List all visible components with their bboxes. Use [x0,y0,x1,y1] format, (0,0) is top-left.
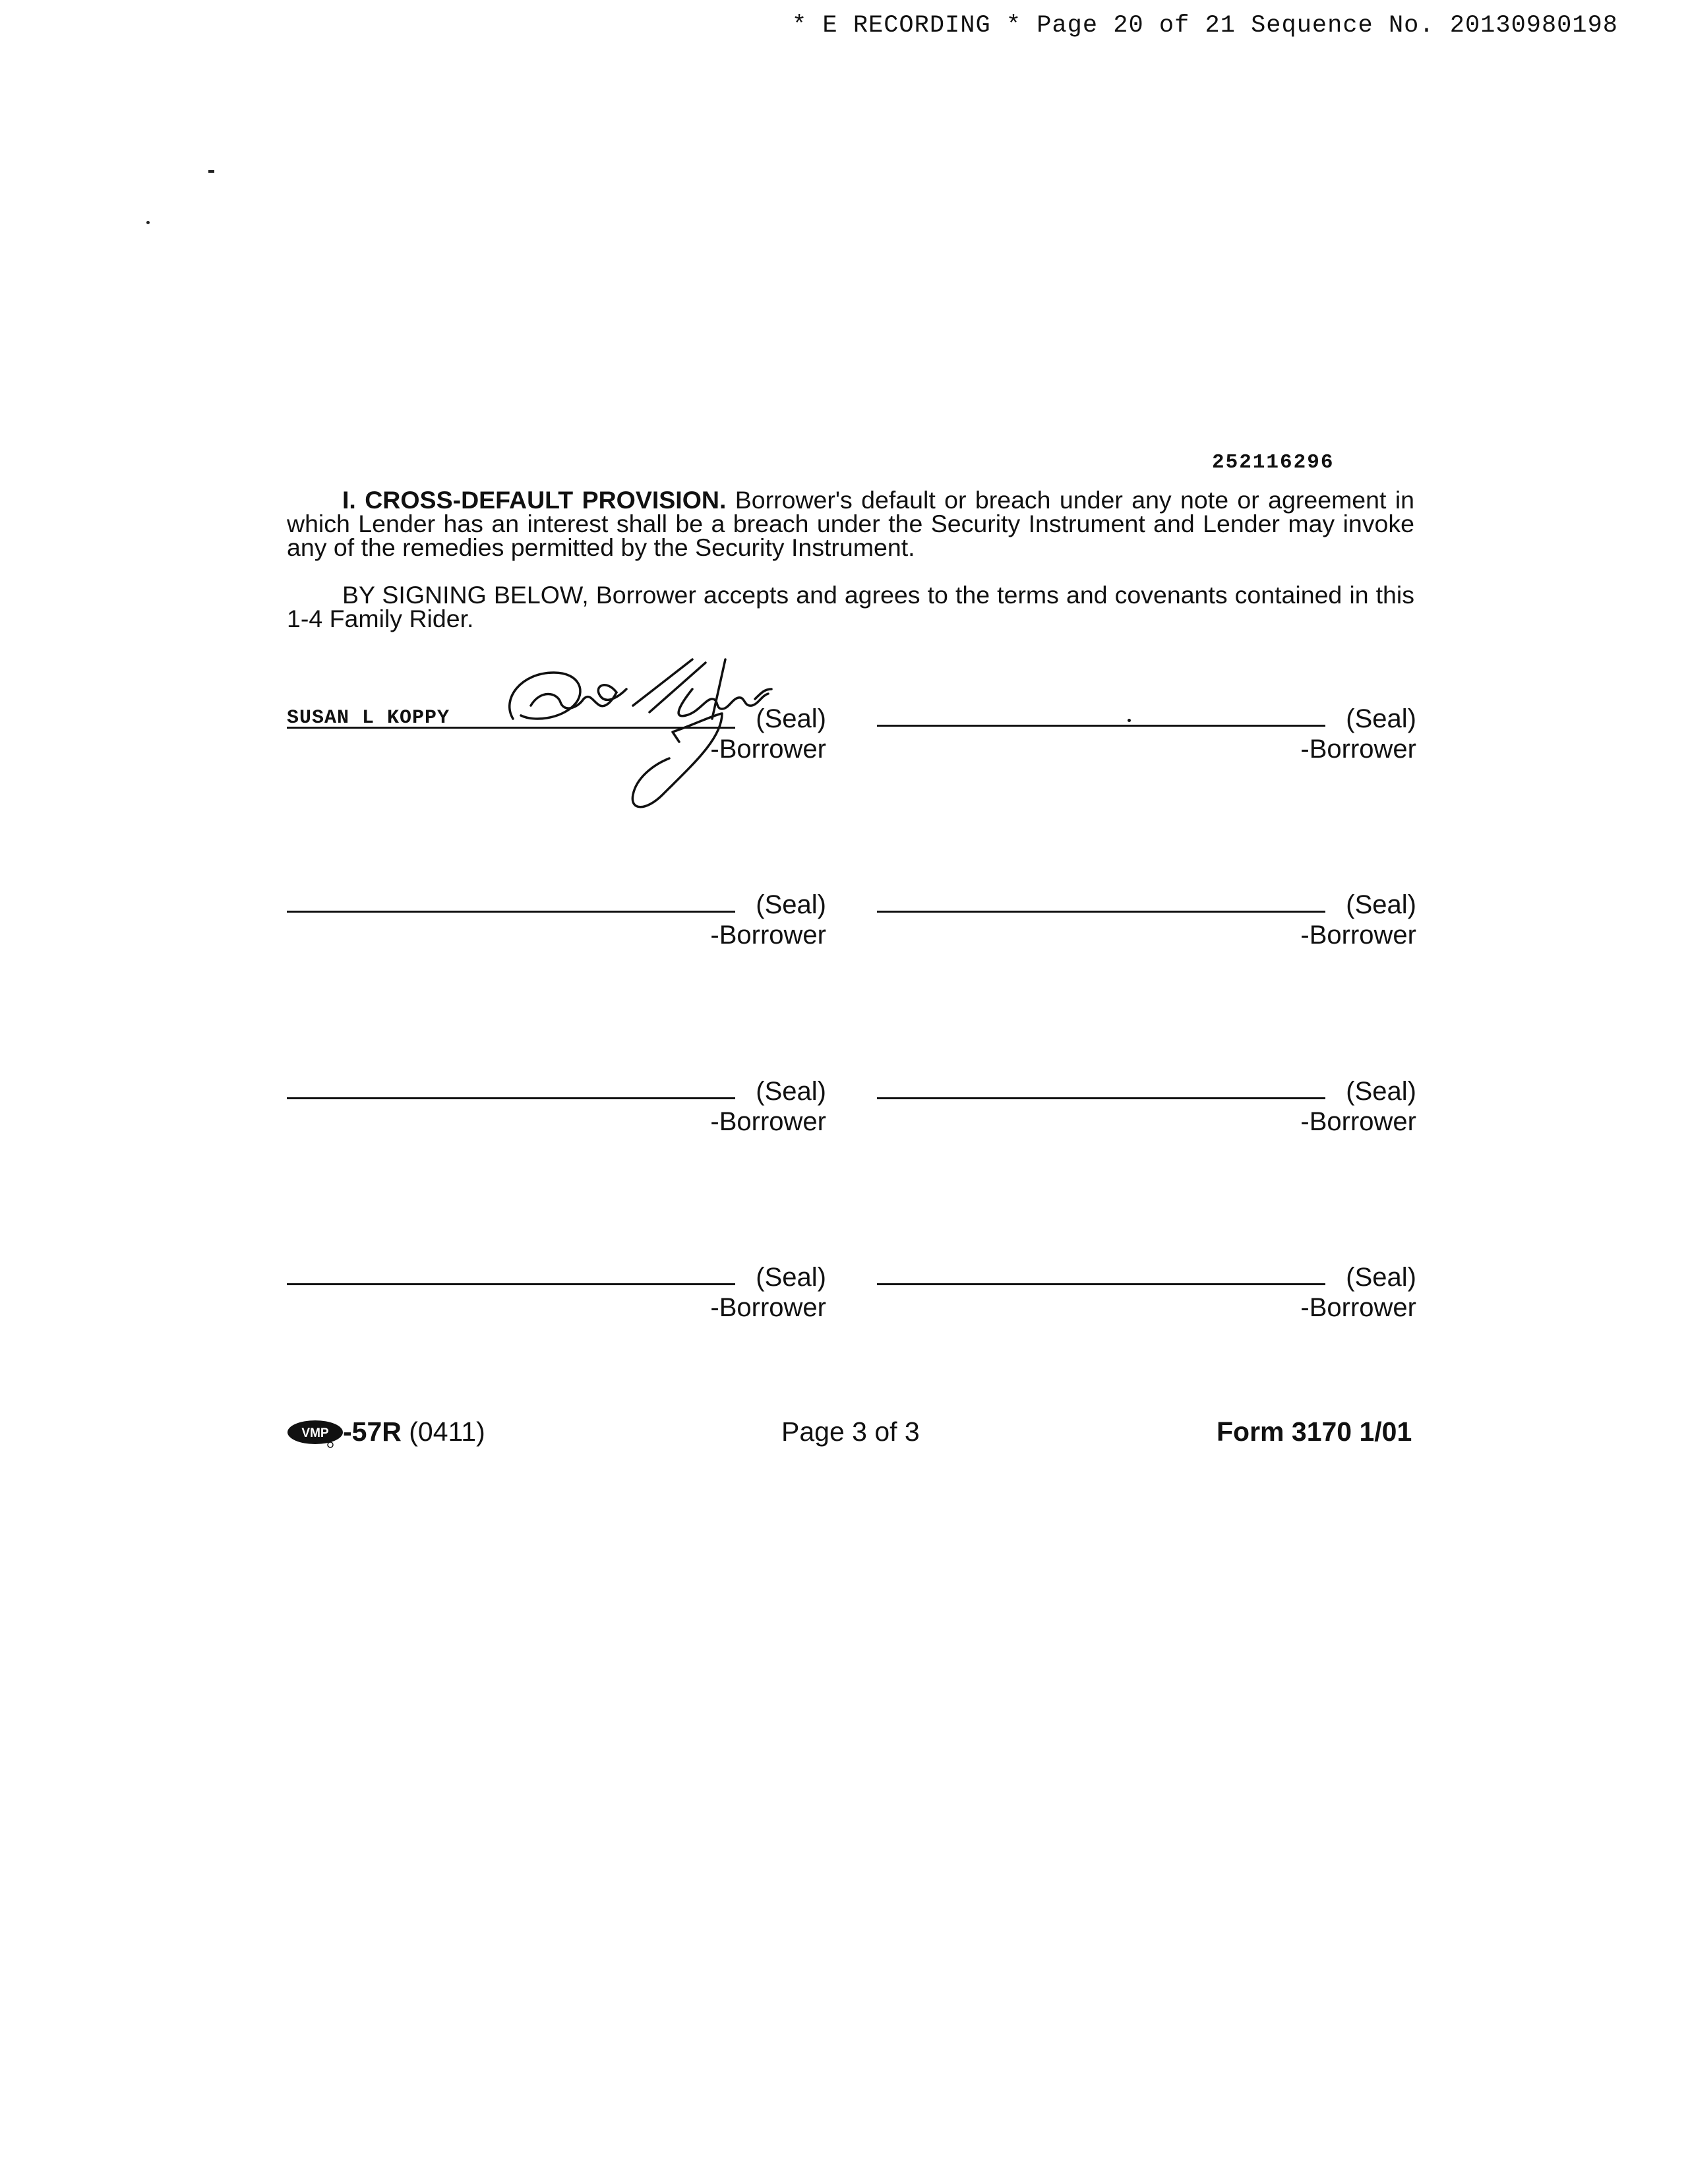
signature-line [877,1097,1325,1099]
cross-default-paragraph [287,488,1414,559]
signature-block-5 [287,1077,826,1136]
section-body: Borrower's default or breach under any note or agreement in which Lender has an interest shall be a breach under the Security Instrument and Lender may invoke any of the remedies permitted by the Security Instrument. [287,486,1415,561]
form-code [343,1416,485,1447]
seal-label: (Seal) [1346,1263,1416,1292]
handwritten-signature [495,653,837,824]
borrower-label: -Borrower [1300,1107,1416,1136]
signature-block-4 [877,890,1416,950]
form-code-rev: (0411) [409,1416,485,1447]
signature-line [877,911,1325,913]
recording-banner: * E RECORDING * Page 20 of 21 Sequence No. 20130980198 [792,12,1618,40]
section-heading: I. CROSS-DEFAULT PROVISION. [342,486,727,514]
seal-label: (Seal) [756,890,826,919]
seal-label: (Seal) [756,1263,826,1292]
scan-speck [146,221,150,224]
seal-label: (Seal) [756,1077,826,1106]
signer-name: SUSAN L KOPPY [287,707,450,729]
signature-block-8 [877,1263,1416,1322]
seal-label: (Seal) [756,704,826,733]
signature-block-7 [287,1263,826,1322]
signature-line [877,1283,1325,1285]
seal-label: (Seal) [1346,890,1416,919]
signing-statement [287,583,1414,630]
signing-statement-text: BY SIGNING BELOW, Borrower accepts and agrees to the terms and covenants contained in this 1-4 Family Rider. [287,581,1414,632]
signature-line [287,911,735,913]
borrower-label: -Borrower [710,1293,826,1322]
signature-block-3 [287,890,826,950]
scan-dot [1128,719,1131,722]
logo-text: VMP [301,1426,329,1440]
signature-line [877,725,1325,727]
seal-label: (Seal) [1346,1077,1416,1106]
vmp-logo-icon [286,1419,344,1448]
signature-line [287,1283,735,1285]
borrower-label: -Borrower [710,735,826,764]
borrower-label: -Borrower [1300,1293,1416,1322]
form-code-bold: -57R [343,1416,402,1447]
borrower-label: -Borrower [710,1107,826,1136]
scan-speck [208,170,214,173]
signature-block-2 [877,704,1416,764]
signature-block-6 [877,1077,1416,1136]
borrower-label: -Borrower [1300,735,1416,764]
signature-line [287,1097,735,1099]
borrower-label: -Borrower [710,921,826,950]
loan-number: 252116296 [1212,451,1335,474]
page-label: Page 3 of 3 [781,1416,920,1447]
seal-label: (Seal) [1346,704,1416,733]
borrower-label: -Borrower [1300,921,1416,950]
form-number: Form 3170 1/01 [1217,1416,1412,1447]
